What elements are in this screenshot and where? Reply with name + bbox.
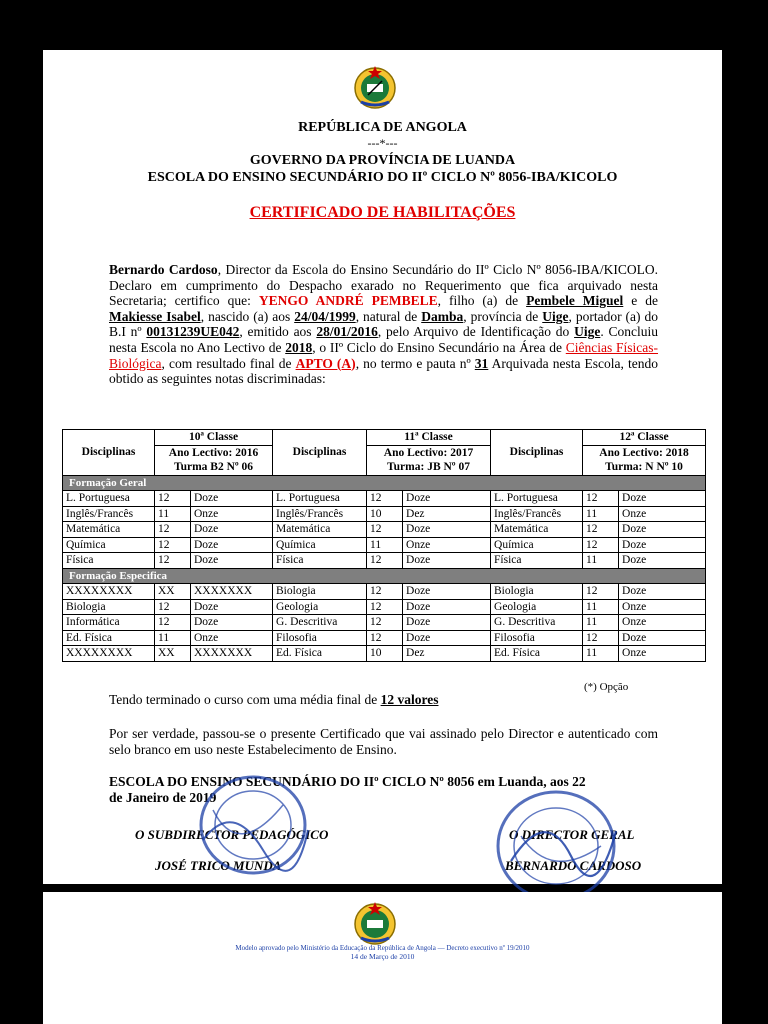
body-text: , Director da Escola do Ensino Secundário do IIº Ciclo Nº 8056-IBA/KICOLO. Declaro em cumprimento do Despacho exarado no Requerimento que fica arquivado nesta Secretaria; certifico que:: [109, 262, 658, 309]
table-cell: XX: [155, 646, 191, 662]
right-signature-name: BERNARDO CARDOSO: [505, 858, 642, 873]
table-cell: Onze: [619, 599, 706, 615]
class-12-header: 12ª Classe: [583, 430, 706, 446]
table-cell: Doze: [403, 599, 491, 615]
left-stamp-icon: [193, 770, 313, 880]
closing-paragraph: Por ser verdade, passou-se o presente Certificado que vai assinado pelo Director e autenticado com selo branco em uso neste Estabelecimento de Ensino.: [109, 726, 658, 757]
school-heading: ESCOLA DO ENSINO SECUNDÁRIO DO IIº CICLO Nº 8056-IBA/KICOLO: [147, 170, 618, 185]
table-cell: Química: [273, 537, 367, 553]
table-cell: 11: [155, 506, 191, 522]
body-text: e de: [623, 293, 658, 309]
table-cell: XXXXXXX: [191, 646, 273, 662]
table-cell: Inglês/Francês: [63, 506, 155, 522]
specific-rows: [63, 584, 706, 662]
table-cell: Doze: [403, 491, 491, 507]
table-cell: Física: [273, 553, 367, 569]
place-date-line1: ESCOLA DO ENSINO SECUNDÁRIO DO IIº CICLO Nº 8056 em Luanda, aos 22: [109, 774, 586, 789]
table-cell: Informática: [63, 615, 155, 631]
table-cell: Doze: [191, 491, 273, 507]
table-cell: XXXXXXX: [191, 584, 273, 600]
body-text: , pelo Arquivo de Identificação do: [377, 324, 575, 340]
table-row: [63, 615, 706, 631]
table-cell: Doze: [403, 584, 491, 600]
final-average-text: Tendo terminado o curso com uma média final de: [109, 692, 381, 707]
body-text: , o IIº Ciclo do Ensino Secundário na Área de: [312, 339, 566, 355]
issue-place: Uige: [574, 324, 601, 340]
place-date-line2: de Janeiro de 2019: [109, 790, 217, 805]
table-cell: XXXXXXXX: [63, 646, 155, 662]
certificate-body: [109, 262, 658, 387]
school-year: 2018: [285, 339, 313, 355]
disciplinas-header: Disciplinas: [491, 430, 583, 476]
table-row: [63, 491, 706, 507]
table-cell: Inglês/Francês: [273, 506, 367, 522]
right-stamp-icon: [491, 786, 621, 906]
issue-date: 28/01/2016: [316, 324, 378, 340]
table-row: [63, 522, 706, 538]
table-cell: Onze: [619, 615, 706, 631]
table-cell: 12: [583, 584, 619, 600]
table-cell: Química: [491, 537, 583, 553]
table-cell: Física: [491, 553, 583, 569]
table-cell: 12: [367, 615, 403, 631]
table-cell: 10: [367, 646, 403, 662]
table-cell: Doze: [191, 522, 273, 538]
table-cell: Doze: [403, 522, 491, 538]
table-cell: Doze: [403, 630, 491, 646]
class-11-year: Ano Lectivo: 2017: [367, 445, 491, 460]
table-cell: Biologia: [63, 599, 155, 615]
body-text: . Concluiu nesta Escola no Ano Lectivo de: [109, 324, 658, 355]
birth-date: 24/04/1999: [294, 308, 356, 324]
table-cell: Doze: [191, 553, 273, 569]
mother-name: Makiesse Isabel: [109, 308, 201, 324]
table-cell: 11: [583, 615, 619, 631]
header-separator: ---*---: [367, 136, 398, 150]
table-cell: 12: [155, 537, 191, 553]
table-cell: Doze: [403, 615, 491, 631]
disciplinas-header: Disciplinas: [63, 430, 155, 476]
table-cell: Doze: [619, 522, 706, 538]
table-cell: G. Descritiva: [491, 615, 583, 631]
table-cell: Doze: [619, 491, 706, 507]
table-cell: 12: [367, 584, 403, 600]
class-11-turma: Turma: JB Nº 07: [367, 460, 491, 475]
table-cell: Onze: [619, 646, 706, 662]
table-cell: 12: [367, 522, 403, 538]
pauta-number: 31: [474, 355, 489, 371]
table-cell: 12: [155, 599, 191, 615]
table-cell: Biologia: [491, 584, 583, 600]
certificate-title: CERTIFICADO DE HABILITAÇÕES: [249, 204, 516, 221]
body-text: , no termo e pauta nº: [355, 355, 475, 371]
table-cell: Química: [63, 537, 155, 553]
director-name: Bernardo Cardoso: [109, 262, 218, 277]
table-cell: Onze: [191, 506, 273, 522]
table-cell: 11: [583, 506, 619, 522]
class-11-header: 11ª Classe: [367, 430, 491, 446]
table-cell: Doze: [191, 599, 273, 615]
table-cell: Doze: [619, 630, 706, 646]
table-row: [63, 599, 706, 615]
table-cell: 12: [155, 615, 191, 631]
table-cell: 12: [367, 599, 403, 615]
table-cell: 12: [367, 553, 403, 569]
table-cell: 11: [583, 599, 619, 615]
table-cell: Geologia: [273, 599, 367, 615]
table-cell: Doze: [191, 615, 273, 631]
table-cell: Ed. Física: [491, 646, 583, 662]
table-cell: Dez: [403, 646, 491, 662]
certificate-page: [43, 50, 722, 884]
table-header-row: [63, 445, 706, 460]
table-cell: 11: [155, 630, 191, 646]
table-cell: Doze: [619, 553, 706, 569]
table-cell: Ed. Física: [63, 630, 155, 646]
table-cell: 12: [367, 491, 403, 507]
body-text: , nascido (a) aos: [200, 308, 295, 324]
footer-date: 14 de Março de 2010: [350, 952, 415, 961]
table-cell: 12: [583, 522, 619, 538]
table-cell: 12: [367, 630, 403, 646]
final-average-value: 12 valores: [380, 692, 439, 707]
table-cell: Onze: [191, 630, 273, 646]
table-cell: Matemática: [491, 522, 583, 538]
right-signature-title: O DIRECTOR GERAL: [509, 827, 635, 842]
table-cell: G. Descritiva: [273, 615, 367, 631]
table-cell: 11: [367, 537, 403, 553]
table-cell: Biologia: [273, 584, 367, 600]
table-cell: XX: [155, 584, 191, 600]
table-row: [63, 646, 706, 662]
section-general-label: Formação Geral: [63, 475, 706, 491]
table-cell: 12: [155, 491, 191, 507]
section-row: [63, 475, 706, 491]
body-text: Arquivada nesta Escola, tendo obtido as seguintes notas discriminadas:: [109, 355, 659, 387]
class-12-year: Ano Lectivo: 2018: [583, 445, 706, 460]
table-cell: Física: [63, 553, 155, 569]
left-signature-title: O SUBDIRECTOR PEDAGÓGICO: [135, 827, 329, 842]
final-result: APTO (A): [295, 355, 356, 371]
table-cell: 12: [583, 537, 619, 553]
table-cell: Doze: [191, 537, 273, 553]
left-signature-name: JOSÉ TRICO MUNDA: [155, 858, 282, 873]
table-cell: Filosofia: [273, 630, 367, 646]
table-row: [63, 506, 706, 522]
footer-page: [43, 892, 722, 1024]
table-cell: 12: [155, 553, 191, 569]
table-cell: 12: [583, 491, 619, 507]
table-cell: Onze: [403, 537, 491, 553]
table-cell: Inglês/Francês: [491, 506, 583, 522]
class-10-turma: Turma B2 Nº 06: [155, 460, 273, 475]
table-row: [63, 553, 706, 569]
body-text: , com resultado final de: [161, 355, 296, 371]
angola-emblem-icon: [347, 898, 403, 946]
table-cell: Doze: [619, 584, 706, 600]
table-header-row: [63, 430, 706, 446]
table-cell: Geologia: [491, 599, 583, 615]
disciplinas-header: Disciplinas: [273, 430, 367, 476]
table-row: [63, 630, 706, 646]
class-12-turma: Turma: N Nº 10: [583, 460, 706, 475]
table-cell: Filosofia: [491, 630, 583, 646]
table-row: [63, 537, 706, 553]
table-header-row: [63, 460, 706, 475]
section-specific-label: Formação Especifica: [63, 568, 706, 584]
body-text: , província de: [463, 308, 543, 324]
bi-number: 00131239UE042: [146, 324, 240, 340]
grades-table: [62, 429, 706, 662]
table-cell: Matemática: [63, 522, 155, 538]
table-cell: 12: [583, 630, 619, 646]
table-cell: Onze: [619, 506, 706, 522]
class-10-header: 10ª Classe: [155, 430, 273, 446]
table-cell: L. Portuguesa: [273, 491, 367, 507]
table-cell: 12: [155, 522, 191, 538]
angola-emblem-icon: [347, 62, 403, 110]
table-row: [63, 584, 706, 600]
province: Uige: [542, 308, 569, 324]
section-row: [63, 568, 706, 584]
father-name: Pembele Miguel: [526, 293, 624, 309]
footer-decree: Modelo aprovado pelo Ministério da Educação da República de Angola — Decreto executivo nº 19/2010: [235, 944, 530, 952]
republic-heading: REPÚBLICA DE ANGOLA: [298, 120, 467, 135]
table-cell: L. Portuguesa: [63, 491, 155, 507]
class-10-year: Ano Lectivo: 2016: [155, 445, 273, 460]
general-rows: [63, 491, 706, 569]
body-text: , emitido aos: [239, 324, 317, 340]
table-cell: 10: [367, 506, 403, 522]
student-name: YENGO ANDRÉ PEMBELE: [258, 293, 438, 309]
table-cell: Doze: [403, 553, 491, 569]
body-text: , portador (a) do B.I nº: [109, 308, 658, 340]
table-cell: Dez: [403, 506, 491, 522]
table-cell: 11: [583, 553, 619, 569]
study-area: Ciências Físicas-Biológica: [109, 339, 659, 371]
government-heading: GOVERNO DA PROVÍNCIA DE LUANDA: [249, 153, 516, 168]
opcao-note: (*) Opção: [584, 681, 629, 693]
birthplace: Damba: [421, 308, 464, 324]
table-cell: Doze: [619, 537, 706, 553]
table-cell: L. Portuguesa: [491, 491, 583, 507]
final-average: [109, 692, 658, 708]
table-cell: Ed. Física: [273, 646, 367, 662]
table-cell: Matemática: [273, 522, 367, 538]
table-cell: 11: [583, 646, 619, 662]
body-text: , natural de: [355, 308, 422, 324]
table-cell: XXXXXXXX: [63, 584, 155, 600]
body-text: , filho (a) de: [437, 293, 527, 309]
